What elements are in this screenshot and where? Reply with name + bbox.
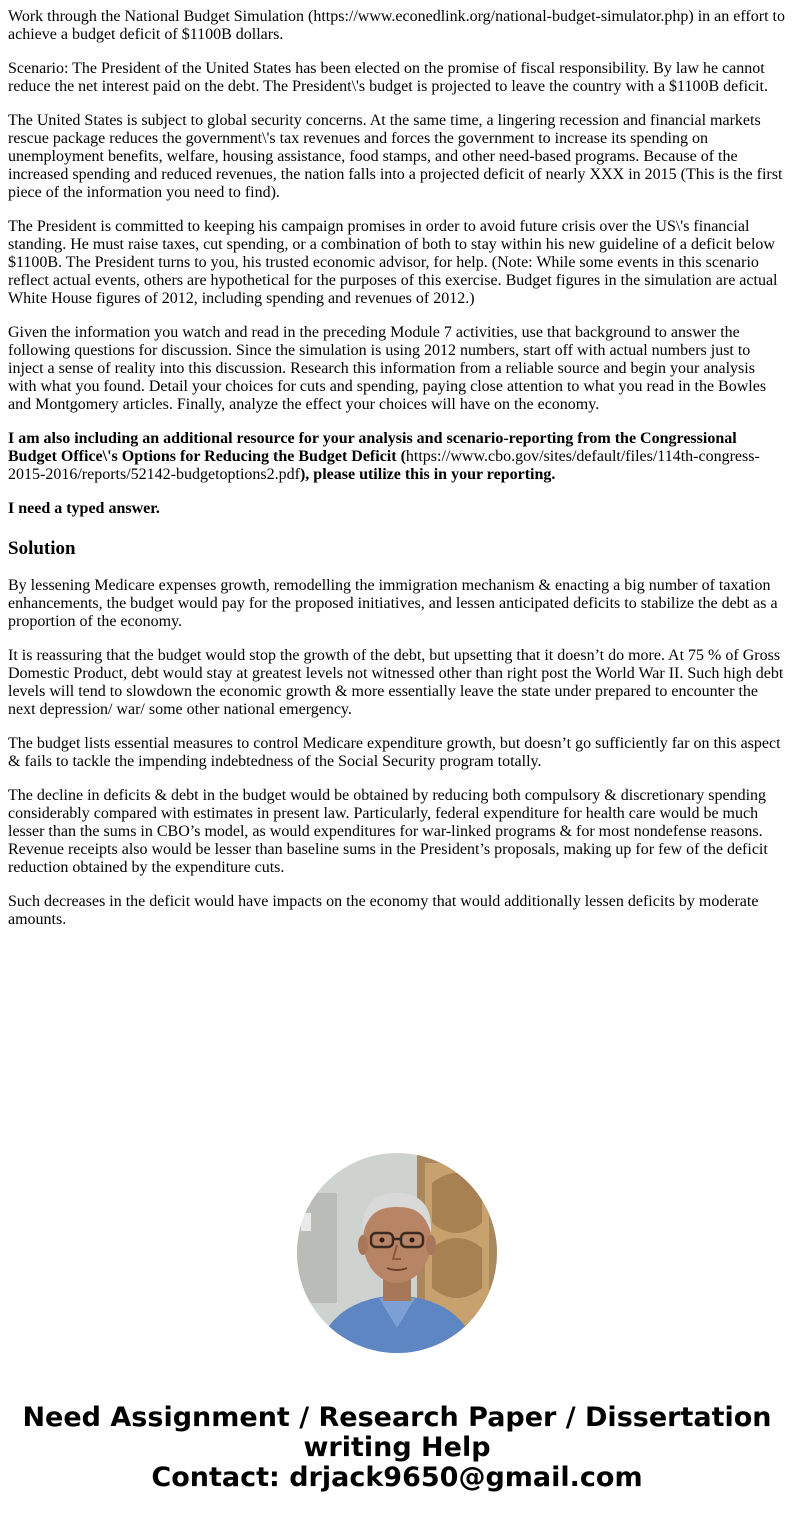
solution-paragraph: The budget lists essential measures to control Medicare expenditure growth, but doesn’t go sufficiently far on this aspect & fails to tackle the impending indebtedness of the Social Security program totally. bbox=[8, 735, 781, 770]
typed-answer-request: I need a typed answer. bbox=[8, 500, 160, 517]
document-body bbox=[8, 8, 786, 945]
question-paragraph: The President is committed to keeping his campaign promises in order to avoid future crisis over the US\'s financial standing. He must raise taxes, cut spending, or a combination of both to stay within his new guideline of a deficit below $1100B. The President turns to you, his trusted economic advisor, for help. (Note: While some events in this scenario reflect actual events, others are hypothetical for the purposes of this exercise. Budget figures in the simulation are actual White House figures of 2012, including spending and revenues of 2012.) bbox=[8, 218, 778, 307]
promo-line: writing Help bbox=[303, 1432, 491, 1463]
promo-banner bbox=[0, 1403, 794, 1493]
solution-paragraph: By lessening Medicare expenses growth, remodelling the immigration mechanism & enacting a big number of taxation enhancements, the budget would pay for the proposed initiatives, and lessen anticipated deficits to stabilize the debt as a proportion of the economy. bbox=[8, 577, 778, 630]
solution-paragraph: The decline in deficits & debt in the budget would be obtained by reducing both compulsory & discretionary spending considerably compared with estimates in present law. Particularly, federal expenditure for health care would be much lesser than the sums in CBO’s model, as would expenditures for war-linked programs & for most nondefense reasons. Revenue receipts also would be lesser than baseline sums in the President’s proposals, making up for few of the deficit reduction obtained by the expenditure cuts. bbox=[8, 787, 768, 876]
author-avatar bbox=[297, 1153, 497, 1353]
solution-heading: Solution bbox=[8, 538, 76, 559]
solution-paragraph: Such decreases in the deficit would have impacts on the economy that would additionally lessen deficits by moderate amounts. bbox=[8, 893, 759, 928]
question-paragraph: Work through the National Budget Simulation (https://www.econedlink.org/national-budget-simulator.php) in an effort to achieve a budget deficit of $1100B dollars. bbox=[8, 8, 785, 43]
author-portrait-image bbox=[297, 1153, 497, 1353]
question-resource-paragraph bbox=[8, 430, 786, 484]
solution-paragraph: It is reassuring that the budget would stop the growth of the debt, but upsetting that it doesn’t do more. At 75 % of Gross Domestic Product, debt would stay at greatest levels not witnessed other than right post the World War II. Such high debt levels will tend to slowdown the economic growth & more essentially leave the state under prepared to encounter the next depression/ war/ some other national emergency. bbox=[8, 647, 784, 718]
promo-contact: Contact: drjack9650@gmail.com bbox=[151, 1462, 643, 1493]
resource-intro-text: I am also including an additional resource for your analysis and scenario-reporting from the Congressional Budget Office\'s Options for Reducing the Budget Deficit ( bbox=[8, 430, 737, 465]
question-paragraph: The United States is subject to global security concerns. At the same time, a lingering recession and financial markets rescue package reduces the government\'s tax revenues and forces the government to increase its spending on unemployment benefits, welfare, housing assistance, food stamps, and other need-based programs. Because of the increased spending and reduced revenues, the nation falls into a projected deficit of nearly XXX in 2015 (This is the first piece of the information you need to find). bbox=[8, 112, 783, 201]
resource-outro-text: ), please utilize this in your reporting. bbox=[299, 466, 556, 483]
question-paragraph: Scenario: The President of the United States has been elected on the promise of fiscal responsibility. By law he cannot reduce the net interest paid on the debt. The President\'s budget is projected to leave the country with a $1100B deficit. bbox=[8, 60, 768, 95]
question-paragraph: Given the information you watch and read in the preceding Module 7 activities, use that background to answer the following questions for discussion. Since the simulation is using 2012 numbers, start off with actual numbers just to inject a sense of reality into this discussion. Research this information from a reliable source and begin your analysis with what you found. Detail your choices for cuts and spending, paying close attention to what you read in the Bowles and Montgomery articles. Finally, analyze the effect your choices will have on the economy. bbox=[8, 324, 767, 413]
promo-line: Need Assignment / Research Paper / Dissertation bbox=[22, 1402, 772, 1433]
resource-link-text: https://www.cbo.gov/sites/default/files/114th-congress-2015-2016/reports/52142-budgetoptions2.pdf bbox=[8, 448, 760, 483]
